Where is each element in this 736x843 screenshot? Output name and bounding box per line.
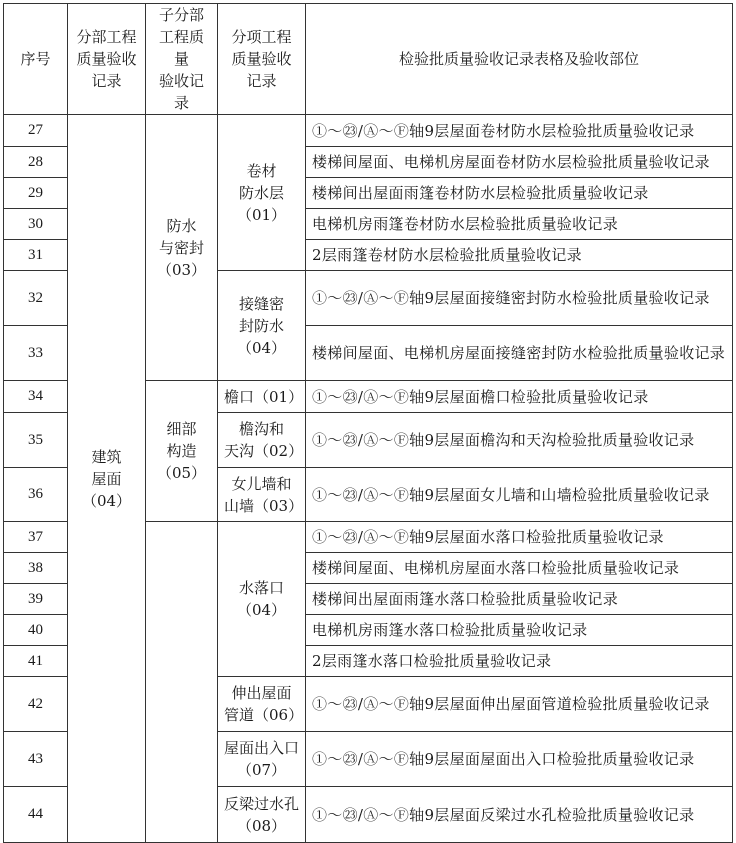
record-cell: ①～㉓/Ⓐ～Ⓕ轴9层屋面女儿墙和山墙检验批质量验收记录 [306,468,733,522]
header-division: 分部工程 质量验收 记录 [68,4,146,115]
subdivision-cell: 细部 构造 （05） [146,381,218,522]
seq-cell: 36 [4,468,68,522]
table-row [4,115,733,147]
subdivision-cell: 防水 与密封 （03） [146,115,218,381]
seq-cell: 43 [4,732,68,787]
record-cell: 电梯机房雨篷卷材防水层检验批质量验收记录 [306,209,733,240]
item-cell: 反梁过水孔 （08） [218,787,306,843]
seq-cell: 41 [4,646,68,677]
item-cell: 水落口 （04） [218,522,306,677]
record-cell: 楼梯间出屋面雨篷水落口检验批质量验收记录 [306,584,733,615]
item-cell: 卷材 防水层 （01） [218,115,306,271]
record-cell: ①～㉓/Ⓐ～Ⓕ轴9层屋面伸出屋面管道检验批质量验收记录 [306,677,733,732]
item-cell: 屋面出入口 （07） [218,732,306,787]
header-item: 分项工程 质量验收 记录 [218,4,306,115]
record-cell: ①～㉓/Ⓐ～Ⓕ轴9层屋面反梁过水孔检验批质量验收记录 [306,787,733,843]
record-cell: 电梯机房雨篷水落口检验批质量验收记录 [306,615,733,646]
seq-cell: 37 [4,522,68,553]
seq-cell: 27 [4,115,68,147]
seq-cell: 28 [4,147,68,178]
seq-cell: 38 [4,553,68,584]
header-record: 检验批质量验收记录表格及验收部位 [306,4,733,115]
record-cell: 楼梯间屋面、电梯机房屋面水落口检验批质量验收记录 [306,553,733,584]
header-row [4,4,733,115]
seq-cell: 31 [4,240,68,271]
record-cell: 2层雨篷水落口检验批质量验收记录 [306,646,733,677]
acceptance-record-table [3,3,733,843]
item-cell: 伸出屋面 管道（06） [218,677,306,732]
record-cell: ①～㉓/Ⓐ～Ⓕ轴9层屋面檐口检验批质量验收记录 [306,381,733,413]
record-cell: 楼梯间屋面、电梯机房屋面卷材防水层检验批质量验收记录 [306,147,733,178]
seq-cell: 33 [4,326,68,381]
record-cell: 楼梯间出屋面雨篷卷材防水层检验批质量验收记录 [306,178,733,209]
seq-cell: 34 [4,381,68,413]
item-cell: 接缝密 封防水 （04） [218,271,306,381]
item-cell: 女儿墙和 山墙（03） [218,468,306,522]
seq-cell: 44 [4,787,68,843]
header-seq: 序号 [4,4,68,115]
record-cell: ①～㉓/Ⓐ～Ⓕ轴9层屋面卷材防水层检验批质量验收记录 [306,115,733,147]
item-cell: 檐口（01） [218,381,306,413]
seq-cell: 29 [4,178,68,209]
header-subdivision: 子分部 工程质量 验收记录 [146,4,218,115]
division-cell: 建筑 屋面 （04） [68,115,146,843]
seq-cell: 39 [4,584,68,615]
record-cell: 楼梯间屋面、电梯机房屋面接缝密封防水检验批质量验收记录 [306,326,733,381]
seq-cell: 42 [4,677,68,732]
subdivision-cell-continued [146,522,218,843]
seq-cell: 40 [4,615,68,646]
record-cell: ①～㉓/Ⓐ～Ⓕ轴9层屋面檐沟和天沟检验批质量验收记录 [306,413,733,468]
seq-cell: 32 [4,271,68,326]
record-cell: 2层雨篷卷材防水层检验批质量验收记录 [306,240,733,271]
record-cell: ①～㉓/Ⓐ～Ⓕ轴9层屋面屋面出入口检验批质量验收记录 [306,732,733,787]
item-cell: 檐沟和 天沟（02） [218,413,306,468]
seq-cell: 35 [4,413,68,468]
record-cell: ①～㉓/Ⓐ～Ⓕ轴9层屋面接缝密封防水检验批质量验收记录 [306,271,733,326]
record-cell: ①～㉓/Ⓐ～Ⓕ轴9层屋面水落口检验批质量验收记录 [306,522,733,553]
seq-cell: 30 [4,209,68,240]
